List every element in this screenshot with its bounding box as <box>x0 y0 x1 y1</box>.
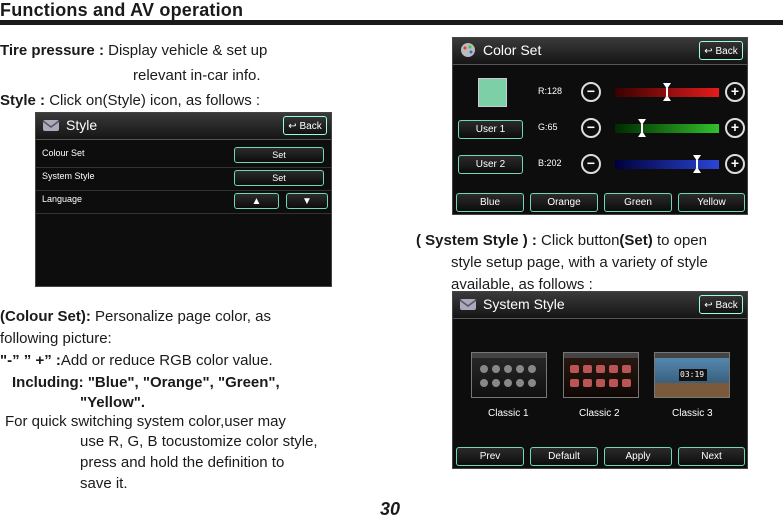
preset-green-button[interactable]: Green <box>604 193 672 212</box>
including-line-1: Including: "Blue", "Orange", "Green", <box>12 374 280 391</box>
default-button[interactable]: Default <box>530 447 598 466</box>
system-style-screen <box>452 291 748 469</box>
quick-line-2: use R, G, B tocustomize color style, <box>80 433 318 450</box>
page-number: 30 <box>380 499 401 519</box>
style-screen <box>35 112 332 287</box>
system-style-back-button[interactable]: ↩ Back <box>699 295 743 314</box>
color-set-back-button[interactable]: ↩ Back <box>699 41 743 60</box>
including-line-2: "Yellow". <box>80 394 146 411</box>
green-minus-button[interactable]: − <box>581 118 601 138</box>
classic-1-label: Classic 1 <box>488 408 529 419</box>
red-value-label: R:128 <box>538 86 563 96</box>
classic-2-thumbnail[interactable] <box>563 352 639 398</box>
system-style-set-button[interactable]: Set <box>234 170 324 186</box>
colour-set-desc-2: following picture: <box>0 330 112 347</box>
style-back-label: Back <box>299 121 322 132</box>
red-slider[interactable] <box>615 88 719 97</box>
style-title: Style <box>66 117 98 133</box>
quick-line-1: For quick switching system color,user may <box>5 413 286 430</box>
style-desc: Click on(Style) icon, as follows : <box>49 92 261 109</box>
header-rule <box>0 20 783 25</box>
row-colour-set-label: Colour Set <box>42 148 85 158</box>
red-plus-button[interactable]: + <box>725 82 745 102</box>
apply-button[interactable]: Apply <box>604 447 672 466</box>
system-style-para <box>416 230 707 252</box>
style-back-button[interactable]: ↩ Back <box>283 116 327 135</box>
classic-2-label: Classic 2 <box>579 408 620 419</box>
style-para <box>0 90 260 112</box>
color-set-title: Color Set <box>483 42 542 58</box>
system-style-desc-2: style setup page, with a variety of style <box>451 254 708 271</box>
language-up-button[interactable] <box>234 193 279 209</box>
blue-plus-button[interactable]: + <box>725 154 745 174</box>
preset-blue-button[interactable]: Blue <box>456 193 524 212</box>
system-style-title-bar <box>453 292 747 319</box>
color-swatch <box>478 78 507 107</box>
row-language-label: Language <box>42 194 83 204</box>
style-label: Style : <box>0 92 46 109</box>
row-divider <box>36 167 331 168</box>
row-system-style-label: System Style <box>42 171 95 181</box>
green-slider[interactable] <box>615 124 719 133</box>
palette-icon <box>459 42 477 58</box>
green-plus-button[interactable]: + <box>725 118 745 138</box>
colour-set-label: (Colour Set): <box>0 308 91 325</box>
next-button[interactable]: Next <box>678 447 745 466</box>
blue-minus-button[interactable]: − <box>581 154 601 174</box>
classic-3-thumbnail[interactable] <box>654 352 730 398</box>
classic-1-thumbnail[interactable] <box>471 352 547 398</box>
colour-set-para <box>0 306 271 328</box>
arrow-up-icon: ▲ <box>251 196 262 207</box>
page-title: Functions and AV operation <box>0 0 244 20</box>
system-style-desc-3: available, as follows : <box>451 276 593 291</box>
row-divider <box>36 190 331 191</box>
classic-3-label: Classic 3 <box>672 408 713 419</box>
envelope-icon <box>42 117 60 133</box>
red-minus-button[interactable]: − <box>581 82 601 102</box>
style-title-bar <box>36 113 331 140</box>
classic-2-preview-icon <box>564 353 638 397</box>
user-2-button[interactable]: User 2 <box>458 155 523 174</box>
system-style-title: System Style <box>483 296 565 312</box>
row-divider <box>36 213 331 214</box>
tire-pressure-desc-2: relevant in-car info. <box>133 67 261 84</box>
tire-pressure-desc: Display vehicle & set up <box>108 42 268 59</box>
green-value-label: G:65 <box>538 122 558 132</box>
system-style-desc-a: Click button <box>541 232 620 249</box>
plus-minus-para <box>0 350 273 372</box>
blue-value-label: B:202 <box>538 158 562 168</box>
classic-3-clock: 03:19 <box>680 370 705 379</box>
arrow-down-icon: ▼ <box>302 196 312 207</box>
language-down-button[interactable] <box>286 193 328 209</box>
plus-minus-desc: Add or reduce RGB color value. <box>60 352 273 369</box>
tire-pressure-label: Tire pressure : <box>0 42 104 59</box>
classic-1-preview-icon <box>472 353 546 397</box>
prev-button[interactable]: Prev <box>456 447 524 466</box>
colour-set-desc: Personalize page color, as <box>95 308 271 325</box>
system-style-desc-b: (Set) <box>619 232 653 249</box>
preset-orange-button[interactable]: Orange <box>530 193 598 212</box>
color-set-back-label: Back <box>715 46 738 57</box>
quick-line-3: press and hold the definition to <box>80 454 285 471</box>
user-1-button[interactable]: User 1 <box>458 120 523 139</box>
quick-line-4: save it. <box>80 475 128 492</box>
preset-yellow-button[interactable]: Yellow <box>678 193 745 212</box>
color-set-screen <box>452 37 748 215</box>
envelope-icon <box>459 296 477 312</box>
color-set-title-bar <box>453 38 747 65</box>
plus-minus-label: "-” ” +” : <box>0 352 61 369</box>
system-style-desc-c: to open <box>656 232 707 249</box>
colour-set-button[interactable]: Set <box>234 147 324 163</box>
tire-pressure-para <box>0 40 267 62</box>
system-style-label: ( System Style ) : <box>416 232 537 249</box>
blue-slider[interactable] <box>615 160 719 169</box>
system-style-back-label: Back <box>715 300 738 311</box>
